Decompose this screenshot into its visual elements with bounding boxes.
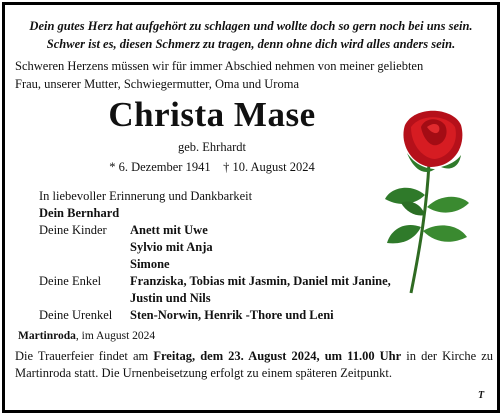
funeral-date-time: Freitag, dem 23. August 2024, um 11.00 Uhr bbox=[153, 349, 402, 363]
obituary-card bbox=[2, 2, 500, 413]
leaf-2 bbox=[427, 197, 469, 213]
grandchildren-label: Deine Enkel bbox=[39, 274, 102, 288]
verse-line-1: Dein gutes Herz hat aufgehört zu schlagen und wollte doch so gern noch bei uns sein. bbox=[29, 19, 473, 33]
grandchildren-line-1: Franziska, Tobias mit Jasmin, Daniel mit Janine, bbox=[130, 274, 391, 288]
deceased-name: Christa Mase bbox=[108, 95, 316, 134]
rose-image bbox=[381, 103, 483, 299]
remembrance-line: In liebevoller Erinnerung und Dankbarkeit bbox=[39, 189, 253, 203]
leaf-1 bbox=[385, 188, 425, 204]
maiden-name: geb. Ehrhardt bbox=[177, 140, 247, 154]
place-town: Martinroda bbox=[18, 330, 76, 342]
life-dates: * 6. Dezember 1941 † 10. August 2024 bbox=[109, 160, 315, 174]
place-date bbox=[18, 330, 155, 342]
child-1: Anett mit Uwe bbox=[130, 223, 208, 237]
children-label: Deine Kinder bbox=[39, 223, 107, 237]
publisher-mark: T bbox=[478, 390, 485, 401]
great-grandchildren: Sten-Norwin, Henrik -Thore und Leni bbox=[130, 308, 334, 322]
child-2: Sylvio mit Anja bbox=[130, 240, 213, 254]
verse-line-2: Schwer ist es, diesen Schmerz zu tragen, denn ohne dich wird alles anders sein. bbox=[46, 37, 456, 51]
funeral-notice bbox=[15, 348, 493, 382]
husband-name: Dein Bernhard bbox=[39, 206, 120, 220]
grandchildren-line-2: Justin und Nils bbox=[130, 291, 211, 305]
great-grandchildren-label: Deine Urenkel bbox=[39, 308, 113, 322]
funeral-text-2: in der Kirche zu Martinroda statt. Die Urnenbeisetzung erfolgt zu einem späteren Zeitpunkt. bbox=[15, 349, 493, 380]
leaf-4 bbox=[423, 225, 467, 241]
intro-line-1: Schweren Herzens müssen wir für immer Abschied nehmen von meiner geliebten bbox=[15, 59, 424, 73]
intro-line-2: Frau, unserer Mutter, Schwiegermutter, Oma und Uroma bbox=[15, 77, 299, 91]
leaf-3 bbox=[387, 225, 421, 243]
place-date-text: , im August 2024 bbox=[75, 330, 156, 342]
child-3: Simone bbox=[130, 257, 170, 271]
funeral-text-1: Die Trauerfeier findet am bbox=[15, 349, 154, 363]
